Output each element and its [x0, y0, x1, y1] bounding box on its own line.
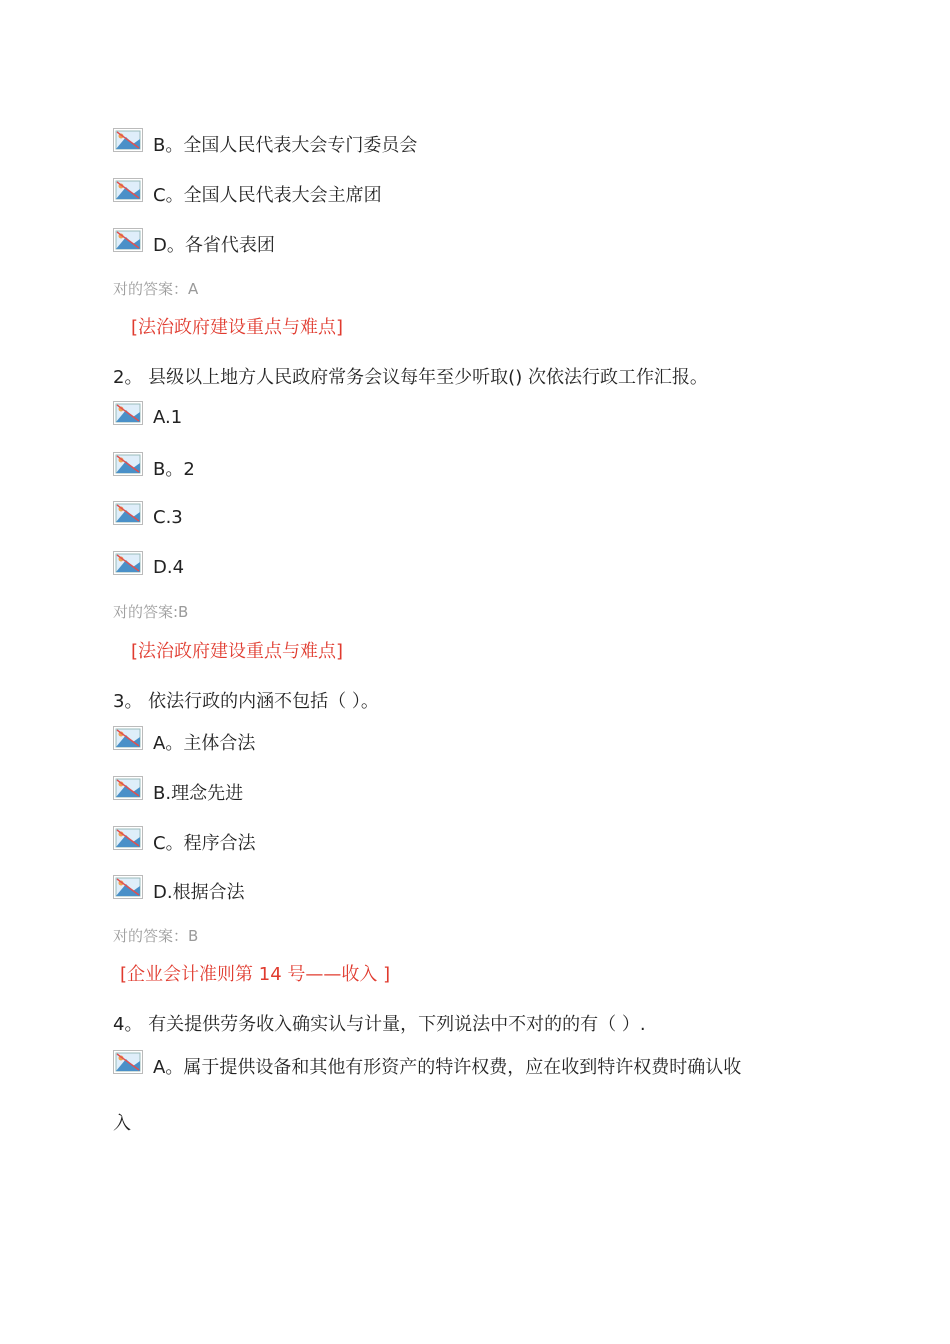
broken-image-icon — [113, 401, 143, 425]
option-b[interactable] — [113, 131, 417, 157]
option-d[interactable] — [113, 231, 275, 257]
broken-image-icon — [113, 776, 143, 800]
section-tag: [法治政府建设重点与难点] — [131, 641, 344, 662]
option-text-continued: 入 — [113, 1113, 131, 1134]
option-text: A。主体合法 — [153, 733, 256, 754]
option-text: B。全国人民代表大会专门委员会 — [153, 135, 418, 156]
option-text: D.根据合法 — [153, 882, 245, 903]
correct-answer: 对的答案：A — [113, 280, 199, 298]
broken-image-icon — [113, 501, 143, 525]
section-tag: [企业会计准则第 14 号——收入 ] — [120, 964, 391, 985]
broken-image-icon — [113, 178, 143, 202]
question-3: 3。 依法行政的内涵不包括（ ）。 — [113, 691, 379, 712]
broken-image-icon — [113, 1050, 143, 1074]
option-text: C.3 — [153, 506, 183, 528]
broken-image-icon — [113, 826, 143, 850]
option-d[interactable] — [113, 878, 245, 904]
option-text: B.理念先进 — [153, 783, 244, 804]
broken-image-icon — [113, 228, 143, 252]
correct-answer: 对的答案：B — [113, 927, 199, 945]
broken-image-icon — [113, 726, 143, 750]
option-text: B。2 — [153, 459, 195, 480]
option-text: C。程序合法 — [153, 833, 256, 854]
option-d[interactable] — [113, 555, 184, 579]
option-text: A。属于提供设备和其他有形资产的特许权费，应在收到特许权费时确认收 — [153, 1057, 742, 1078]
option-a[interactable] — [113, 1053, 741, 1079]
option-c[interactable] — [113, 505, 183, 529]
broken-image-icon — [113, 875, 143, 899]
correct-answer: 对的答案:B — [113, 603, 189, 621]
option-text: A.1 — [153, 406, 183, 428]
option-b[interactable] — [113, 455, 195, 481]
option-a[interactable] — [113, 405, 182, 429]
option-text: C。全国人民代表大会主席团 — [153, 185, 382, 206]
option-c[interactable] — [113, 181, 382, 207]
broken-image-icon — [113, 452, 143, 476]
section-tag: [法治政府建设重点与难点] — [131, 317, 344, 338]
option-b[interactable] — [113, 779, 243, 805]
question-2: 2。 县级以上地方人民政府常务会议每年至少听取() 次依法行政工作汇报。 — [113, 367, 708, 388]
option-text: D。各省代表团 — [153, 235, 275, 256]
question-4: 4。 有关提供劳务收入确实认与计量，下列说法中不对的的有（ ）. — [113, 1014, 646, 1035]
broken-image-icon — [113, 128, 143, 152]
option-text: D.4 — [153, 556, 185, 578]
broken-image-icon — [113, 551, 143, 575]
option-a[interactable] — [113, 729, 255, 755]
option-c[interactable] — [113, 829, 256, 855]
